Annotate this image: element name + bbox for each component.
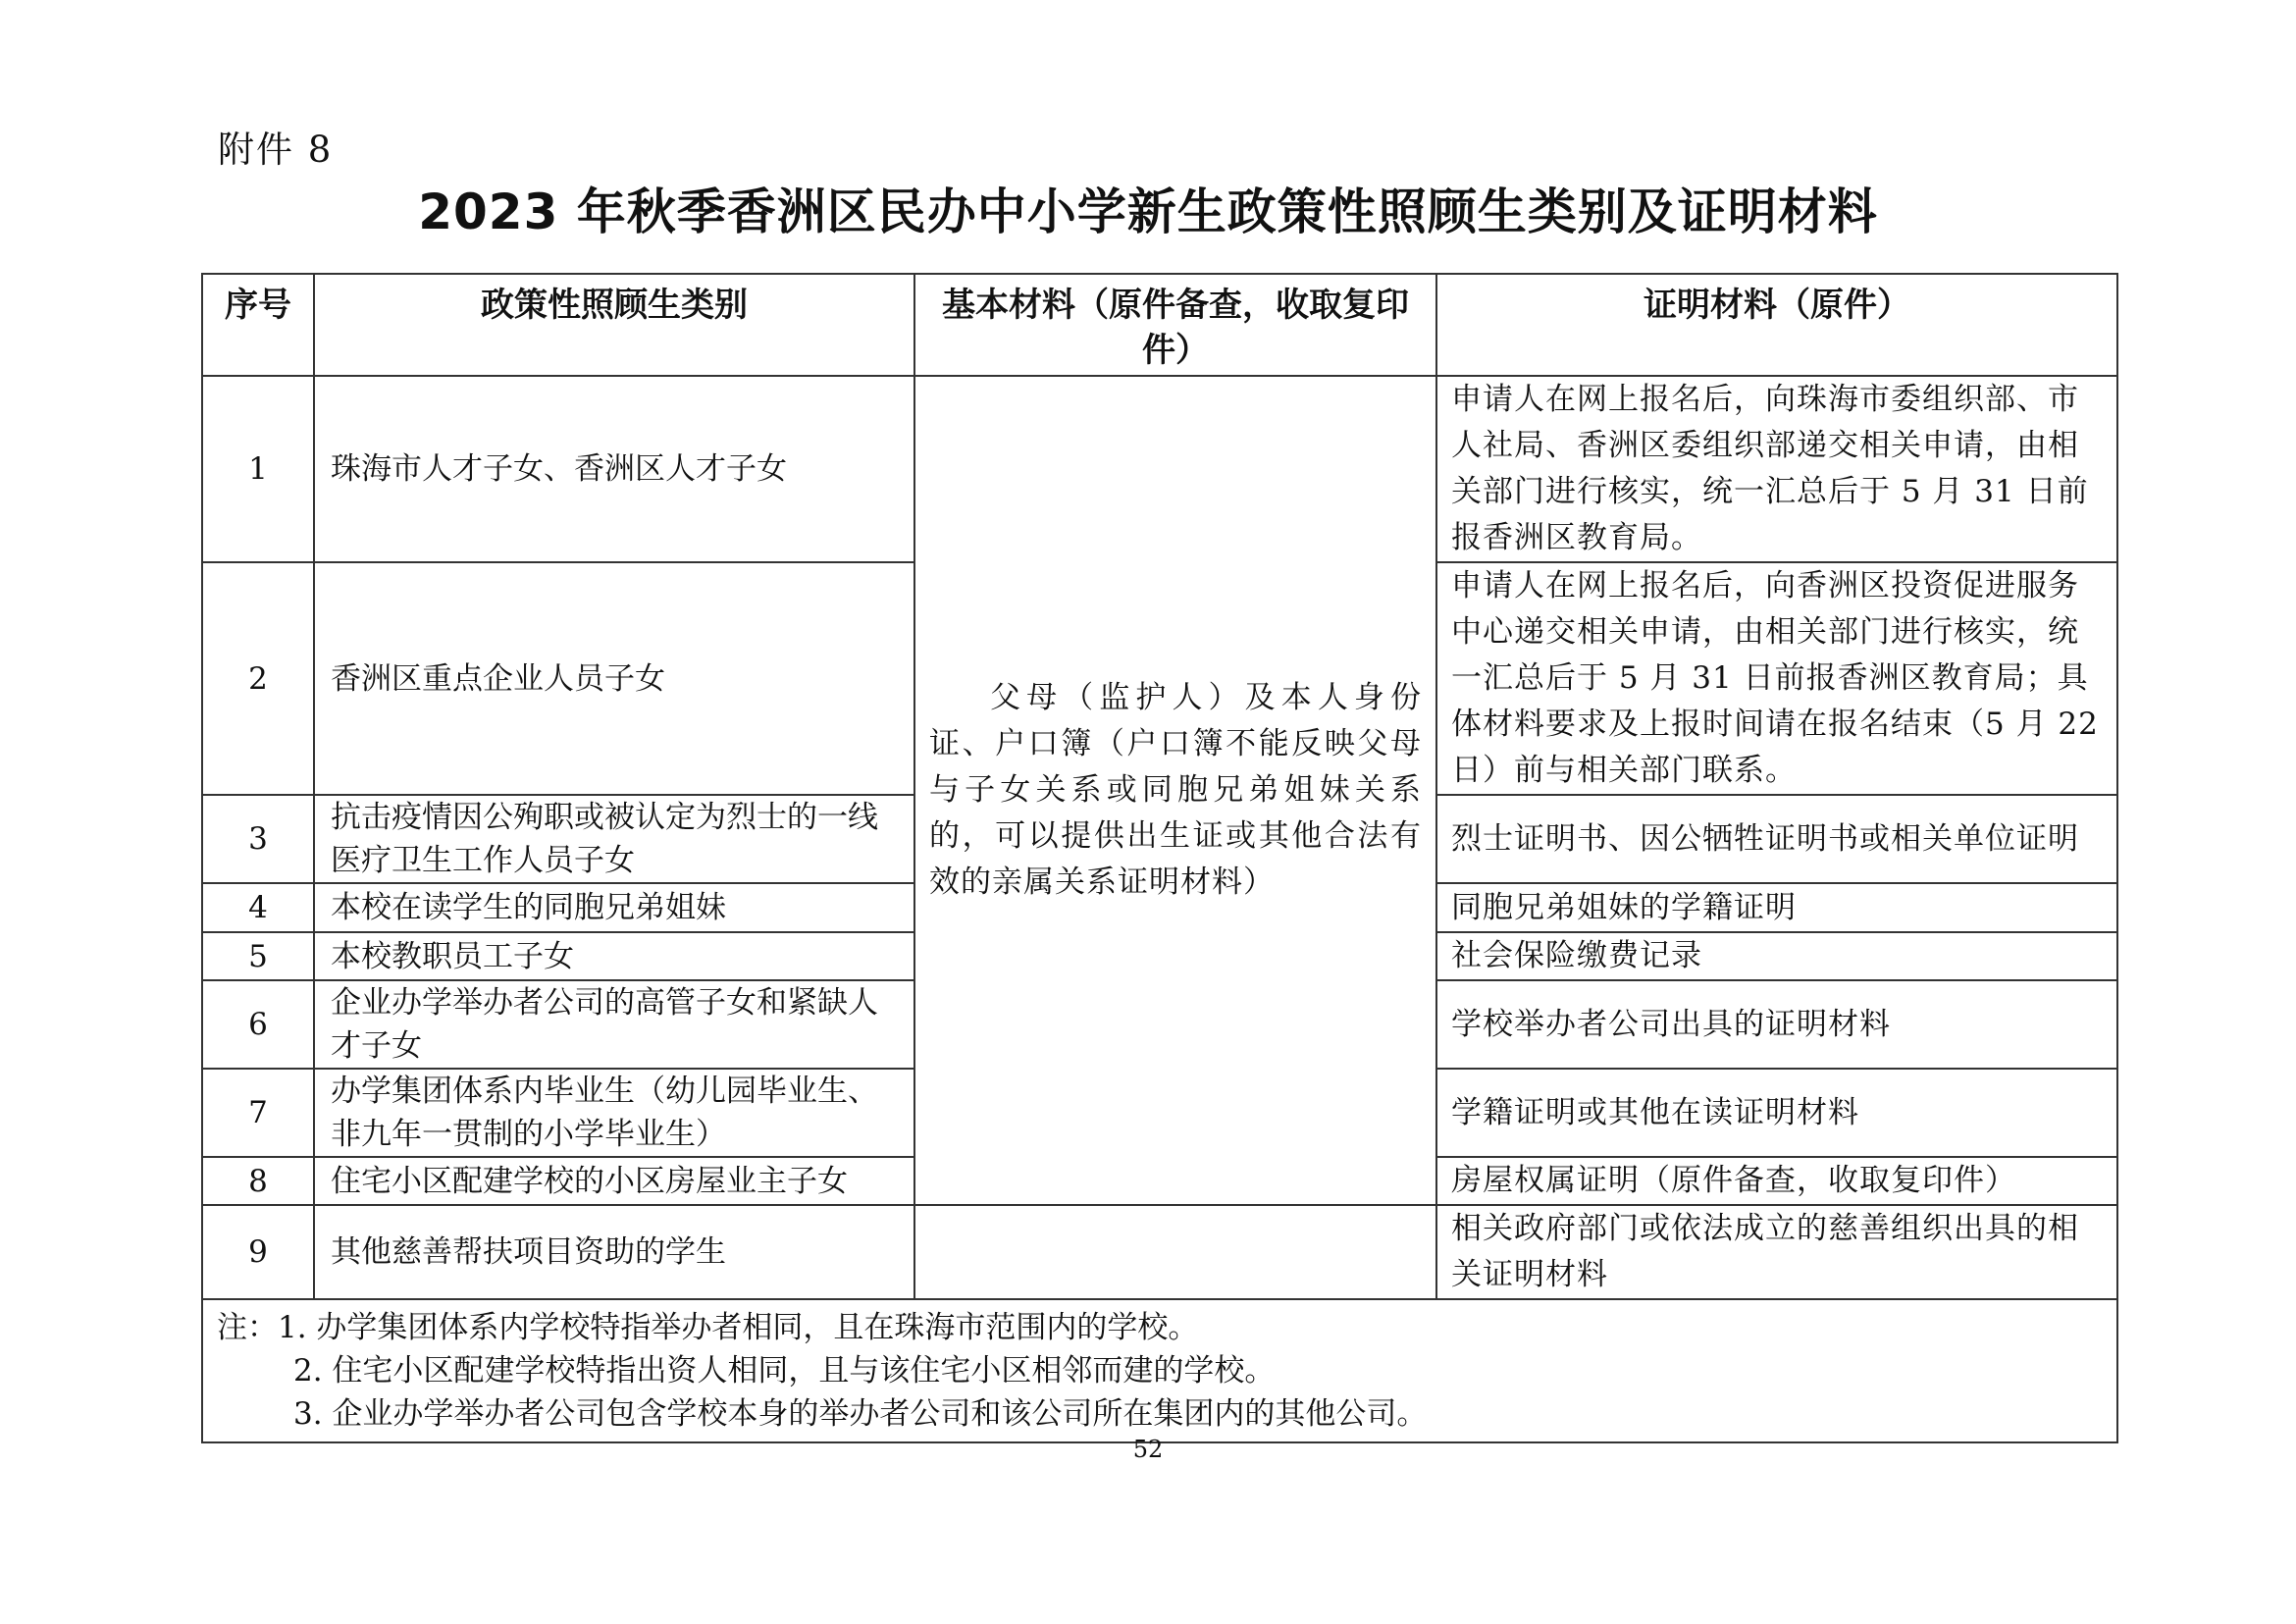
header-num: 序号 xyxy=(202,274,314,376)
row-category: 本校在读学生的同胞兄弟姐妹 xyxy=(314,883,914,932)
row-proof: 房屋权属证明（原件备查，收取复印件） xyxy=(1436,1157,2117,1205)
row-proof: 社会保险缴费记录 xyxy=(1436,932,2117,980)
row-category: 办学集团体系内毕业生（幼儿园毕业生、非九年一贯制的小学毕业生） xyxy=(314,1069,914,1157)
row-num: 7 xyxy=(202,1069,314,1157)
page-number: 52 xyxy=(1132,1436,1164,1463)
table-row xyxy=(202,376,2117,562)
row-num: 9 xyxy=(202,1205,314,1299)
empty-basic-cell xyxy=(914,1205,1436,1299)
basic-materials-cell xyxy=(914,376,1436,1205)
row-proof: 同胞兄弟姐妹的学籍证明 xyxy=(1436,883,2117,932)
row-category: 香洲区重点企业人员子女 xyxy=(314,562,914,795)
note-3: 3. 企业办学举办者公司包含学校本身的举办者公司和该公司所在集团内的其他公司。 xyxy=(293,1396,1428,1432)
row-proof: 申请人在网上报名后，向香洲区投资促进服务中心递交相关申请，由相关部门进行核实，统一汇总后于 5 月 31 日前报香洲区教育局；具体材料要求及上报时间请在报名结束（5 月 22 日）前与相关部门联系。 xyxy=(1436,562,2117,795)
row-proof: 申请人在网上报名后，向珠海市委组织部、市人社局、香洲区委组织部递交相关申请，由相关部门进行核实，统一汇总后于 5 月 31 日前报香洲区教育局。 xyxy=(1436,376,2117,562)
page-title: 2023 年秋季香洲区民办中小学新生政策性照顾生类别及证明材料 xyxy=(418,183,1878,240)
row-category: 抗击疫情因公殉职或被认定为烈士的一线医疗卫生工作人员子女 xyxy=(314,795,914,883)
notes-row xyxy=(202,1299,2117,1442)
table-header-row xyxy=(202,274,2117,376)
row-num: 8 xyxy=(202,1157,314,1205)
policy-table xyxy=(201,273,2118,1443)
header-proof: 证明材料（原件） xyxy=(1436,274,2117,376)
row-proof: 相关政府部门或依法成立的慈善组织出具的相关证明材料 xyxy=(1436,1205,2117,1299)
row-num: 3 xyxy=(202,795,314,883)
row-num: 1 xyxy=(202,376,314,562)
row-category: 本校教职员工子女 xyxy=(314,932,914,980)
row-proof: 烈士证明书、因公牺牲证明书或相关单位证明 xyxy=(1436,795,2117,883)
basic-materials-text: 父母（监护人）及本人身份证、户口簿（户口簿不能反映父母与子女关系或同胞兄弟姐妹关系的，可以提供出生证或其他合法有效的亲属关系证明材料） xyxy=(929,680,1422,900)
notes-cell xyxy=(202,1299,2117,1442)
row-category: 珠海市人才子女、香洲区人才子女 xyxy=(314,376,914,562)
note-2: 2. 住宅小区配建学校特指出资人相同，且与该住宅小区相邻而建的学校。 xyxy=(293,1353,1276,1388)
row-category: 企业办学举办者公司的高管子女和紧缺人才子女 xyxy=(314,980,914,1069)
row-num: 6 xyxy=(202,980,314,1069)
row-num: 2 xyxy=(202,562,314,795)
row-proof: 学籍证明或其他在读证明材料 xyxy=(1436,1069,2117,1157)
table-row xyxy=(202,1205,2117,1299)
attachment-label: 附件 8 xyxy=(218,129,334,171)
row-category: 住宅小区配建学校的小区房屋业主子女 xyxy=(314,1157,914,1205)
row-proof: 学校举办者公司出具的证明材料 xyxy=(1436,980,2117,1069)
row-num: 4 xyxy=(202,883,314,932)
header-category: 政策性照顾生类别 xyxy=(314,274,914,376)
note-1: 注：1. 办学集团体系内学校特指举办者相同，且在珠海市范围内的学校。 xyxy=(217,1310,1199,1345)
row-num: 5 xyxy=(202,932,314,980)
row-category: 其他慈善帮扶项目资助的学生 xyxy=(314,1205,914,1299)
header-basic: 基本材料（原件备查，收取复印件） xyxy=(914,274,1436,376)
